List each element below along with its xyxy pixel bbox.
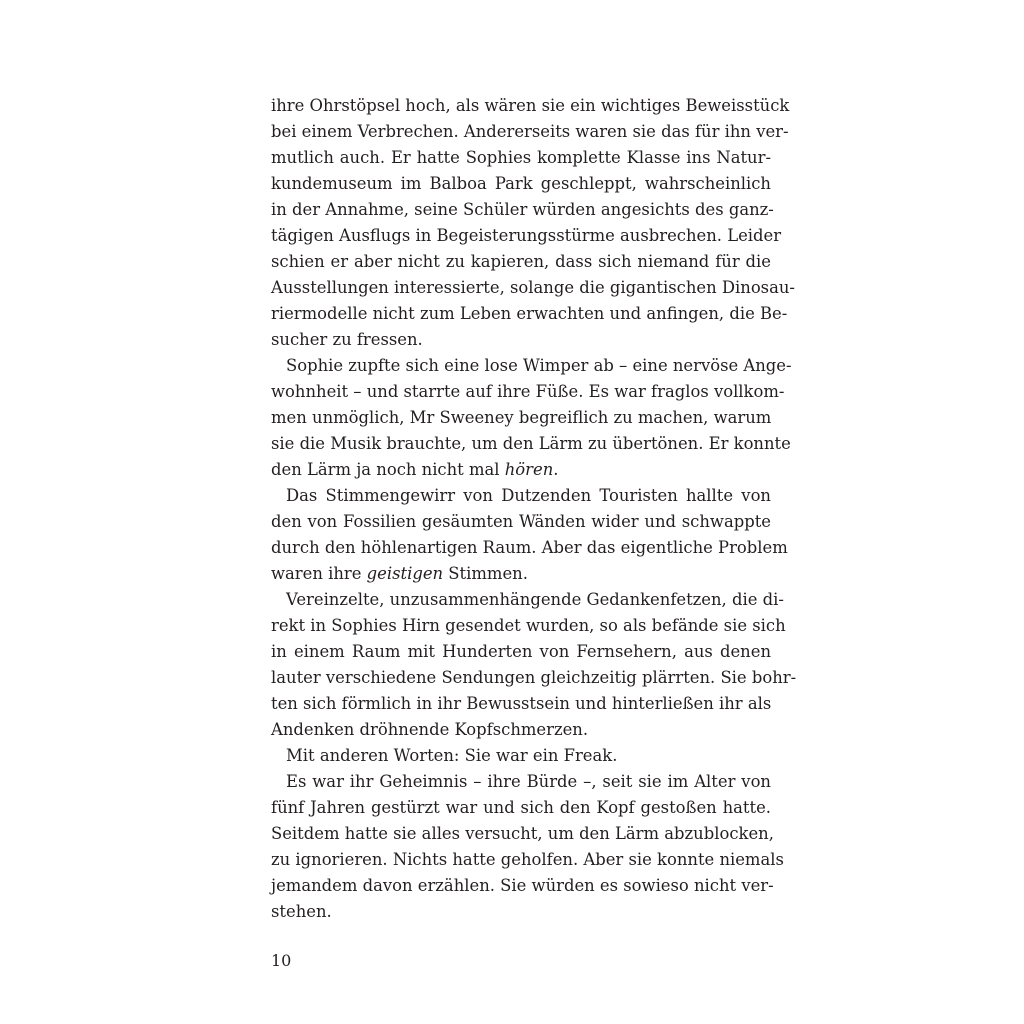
text-run: waren ihre <box>271 564 367 583</box>
paragraph <box>271 353 792 483</box>
text-run: den Lärm ja noch nicht mal <box>271 460 505 479</box>
paragraph <box>271 483 788 587</box>
text-line: Seitdem hatte sie alles versucht, um den Lärm abzublocken, <box>271 824 774 843</box>
text-line: fünf Jahren gestürzt war und sich den Kopf gestoßen hatte. <box>271 798 771 817</box>
emphasized-word: geistigen <box>366 564 444 583</box>
paragraph <box>271 769 784 925</box>
text-line: lauter verschiedene Sendungen gleichzeitig plärrten. Sie bohr- <box>271 668 797 687</box>
text-line: Ausstellungen interessierte, solange die gigantischen Dinosau- <box>271 278 795 297</box>
text-line: mutlich auch. Er hatte Sophies komplette Klasse ins Natur- <box>271 148 771 167</box>
text-run: . <box>553 460 559 479</box>
text-line: Sophie zupfte sich eine lose Wimper ab – eine nervöse Ange- <box>286 356 792 375</box>
text-line: Es war ihr Geheimnis – ihre Bürde –, seit sie im Alter von <box>286 772 771 791</box>
text-line: Vereinzelte, unzusammenhängende Gedankenfetzen, die di- <box>286 590 784 609</box>
text-line: sucher zu fressen. <box>271 330 423 349</box>
text-line: schien er aber nicht zu kapieren, dass sich niemand für die <box>271 252 771 271</box>
paragraph <box>271 587 797 743</box>
text-line: men unmöglich, Mr Sweeney begreiflich zu machen, warum <box>271 408 772 427</box>
text-line: durch den höhlenartigen Raum. Aber das eigentliche Problem <box>271 538 788 557</box>
text-line: sie die Musik brauchte, um den Lärm zu übertönen. Er konnte <box>271 434 791 453</box>
paragraph <box>271 93 795 353</box>
text-line: ihre Ohrstöpsel hoch, als wären sie ein wichtiges Beweisstück <box>271 96 790 115</box>
text-line: Andenken dröhnende Kopfschmerzen. <box>271 720 589 739</box>
text-line: riermodelle nicht zum Leben erwachten und anfingen, die Be- <box>271 304 788 323</box>
text-line: stehen. <box>271 902 332 921</box>
text-line: Das Stimmengewirr von Dutzenden Touristen hallte von <box>286 486 771 505</box>
text-line: bei einem Verbrechen. Andererseits waren sie das für ihn ver- <box>271 122 789 141</box>
text-line: in einem Raum mit Hunderten von Fernsehern, aus denen <box>271 642 771 661</box>
text-line: in der Annahme, seine Schüler würden angesichts des ganz- <box>271 200 774 219</box>
paragraph <box>271 743 771 769</box>
text-line: ten sich förmlich in ihr Bewusstsein und hinterließen ihr als <box>271 694 772 713</box>
body-text <box>271 93 797 925</box>
text-line <box>271 561 771 587</box>
page-number: 10 <box>271 951 292 970</box>
text-line: den von Fossilien gesäumten Wänden wider und schwappte <box>271 512 771 531</box>
text-line: zu ignorieren. Nichts hatte geholfen. Aber sie konnte niemals <box>271 850 784 869</box>
text-line: kundemuseum im Balboa Park geschleppt, wahrscheinlich <box>271 174 771 193</box>
text-run: Stimmen. <box>443 564 528 583</box>
text-line: jemandem davon erzählen. Sie würden es sowieso nicht ver- <box>271 876 774 895</box>
text-line: Mit anderen Worten: Sie war ein Freak. <box>286 746 618 765</box>
text-line <box>271 457 771 483</box>
text-line: wohnheit – und starrte auf ihre Füße. Es war fraglos vollkom- <box>271 382 785 401</box>
emphasized-word: hören <box>504 460 554 479</box>
text-line: rekt in Sophies Hirn gesendet wurden, so als befände sie sich <box>271 616 786 635</box>
text-line: tägigen Ausflugs in Begeisterungsstürme ausbrechen. Leider <box>271 226 782 245</box>
